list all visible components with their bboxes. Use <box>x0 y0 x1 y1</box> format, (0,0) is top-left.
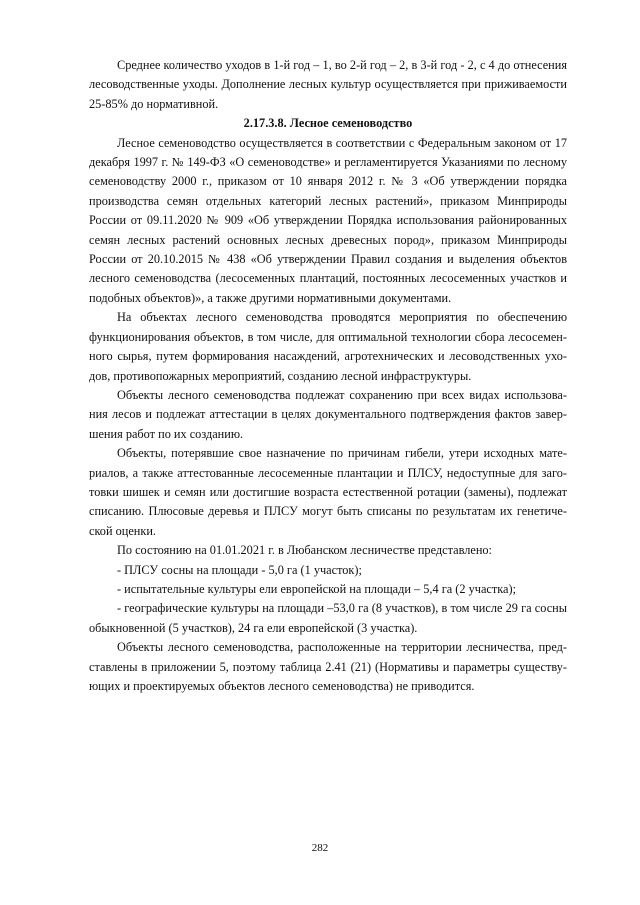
paragraph-status-date: По состоянию на 01.01.2021 г. в Любанском лесничестве представлено: <box>117 543 492 558</box>
paragraph-preservation: Объекты лесного семеноводства подлежат сохранению при всех видах использования лесов и подлежат аттестации в целях документального подтверждения фактов завершения работ по их созданию. <box>89 387 567 441</box>
list-item-test-cultures: - испытательные культуры ели европейской на площади – 5,4 га (2 участка); <box>117 581 516 596</box>
list-item-plsu: - ПЛСУ сосны на площади - 5,0 га (1 участок); <box>117 562 362 577</box>
page-number: 282 <box>311 842 329 854</box>
paragraph-conclusion: Объекты лесного семеноводства, расположенные на территории лесничества, представлены в приложении 5, поэтому таблица 2.41 (21) (Нормативы и параметры существующих и проектируемых объектов лесного семеноводства) не приводится. <box>89 640 567 693</box>
paragraph-measures: На объектах лесного семеноводства проводятся мероприятия по обеспечению функционирования объектов, в том числе, для оптимальной технологии сбора лесосеменного сырья, путем формирования насаждений, агротехнических и лесоводственных уходов, противопожарных мероприятий, созданию лесной инфраструктуры. <box>89 310 567 383</box>
paragraph-decommission: Объекты, потерявшие свое назначение по причинам гибели, утери исходных материалов, а также аттестованные лесосеменные плантации и ПЛСУ, недоступные для заготовки шишек и семян или достигшие возраста естественной ротации (замены), подлежат списанию. Плюсовые деревья и ПЛСУ могут быть списаны по результатам их генетической оценки. <box>89 446 567 538</box>
paragraph-legal-basis: Лесное семеноводство осуществляется в соответствии с Федеральным законом от 17 декабря 1997 г. № 149-ФЗ «О семеноводстве» и регламентируется Указаниями по лесному семеноводству 2000 г., приказом от 10 января 2012 г. № 3 «Об утверждении порядка производства семян отдельных категорий лесных растений», приказом Минприроды России от 09.11.2020 № 909 «Об утверждении Порядка использования районированных семян лесных растений основных лесных древесных пород», приказом Минприроды России от 20.10.2015 № 438 «Об утверждении Правил создания и выделения объектов лесного семеноводства (лесосеменных плантаций, постоянных лесосеменных участков и подобных объектов)», а также другими нормативными документами. <box>89 135 567 305</box>
paragraph-intro: Среднее количество уходов в 1-й год – 1, во 2-й год – 2, в 3-й год - 2, с 4 до отнесения лесоводственные уходы. Дополнение лесных культур осуществляется при приживаемости 25-85% до нормативной. <box>89 58 567 111</box>
section-heading: 2.17.3.8. Лесное семеноводство <box>243 116 413 131</box>
list-item-geo-cultures: - географические культуры на площади –53,0 га (8 участков), в том числе 29 га сосны обыкновенной (5 участков), 24 га ели европейской (3 участка). <box>89 601 567 635</box>
document-page <box>89 56 567 696</box>
